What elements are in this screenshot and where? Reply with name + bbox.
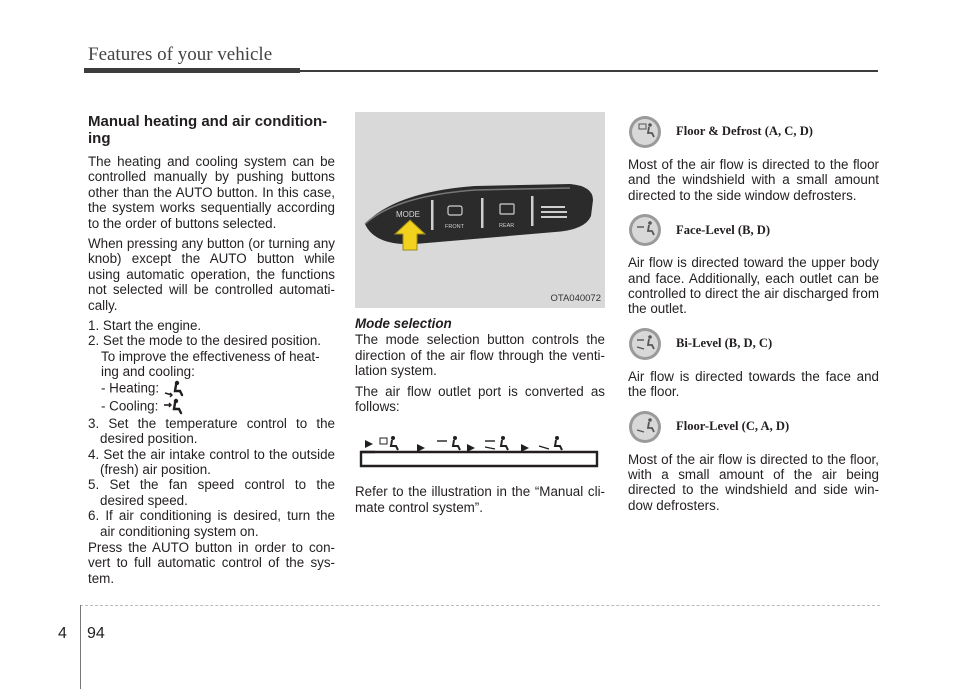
chapter-number: 4 — [58, 625, 67, 642]
column-mode-list — [628, 112, 879, 518]
cooling-label: - Cooling: — [101, 398, 159, 414]
mode-button-label: MODE — [396, 210, 420, 219]
header-rule-thin — [300, 70, 878, 72]
mode-label: Face-Level (B, D) — [676, 222, 771, 237]
cooling-line — [88, 398, 335, 416]
step-2: 2. Set the mode to the desired position. — [88, 333, 321, 349]
step-1: 1. Start the engine. — [88, 318, 202, 334]
footer-rule — [80, 605, 880, 606]
footer-divider — [80, 605, 81, 689]
arrow-right-icon — [467, 444, 475, 452]
arrow-right-icon — [521, 444, 529, 452]
paragraph: The heating and cooling system can be controlled manually by pushing buttons other than the AUTO button. In this case, the system works sequentially according to the order of buttons selected. — [88, 154, 335, 231]
control-panel-illustration — [355, 112, 605, 308]
mode-description: Most of the air flow is directed to the floor and the windshield with a small amount directed to the side window defrosters. — [628, 157, 879, 203]
page-number: 94 — [87, 625, 105, 642]
arrow-right-icon — [417, 444, 425, 452]
subsection-title: Mode selection — [355, 316, 452, 331]
mode-label: Bi-Level (B, D, C) — [676, 336, 773, 351]
paragraph: Press the AUTO button in order to con-vert to full automatic control of the sys-tem. — [88, 539, 335, 586]
bi-level-button-icon — [628, 327, 662, 361]
step-4: 4. Set the air intake control to the outside (fresh) air position. — [88, 446, 335, 477]
column-mode-selection — [355, 112, 605, 520]
rear-button-label: REAR — [499, 223, 515, 229]
step-5: 5. Set the fan speed control to the desired speed. — [88, 477, 335, 508]
mode-label: Floor-Level (C, A, D) — [676, 418, 790, 433]
front-button-label: FRONT — [445, 224, 464, 230]
control-panel-figure — [355, 112, 605, 308]
mode-description: Most of the air flow is directed to the floor, with a small amount of the air being directed to the windshield and side win-dow defrosters. — [628, 451, 879, 513]
floor-defrost-icon — [365, 436, 398, 452]
floor-level-button-icon — [628, 410, 662, 444]
face-vent-icon — [162, 398, 184, 416]
column-manual-heating — [88, 113, 335, 591]
heating-label: - Heating: — [101, 380, 160, 396]
mode-description: Air flow is directed toward the upper body and face. Additionally, each outlet can be controlled to direct the air discharged from the outlet. — [628, 255, 879, 317]
mode-description: Air flow is directed towards the face and the floor. — [628, 368, 879, 400]
heating-line — [88, 380, 335, 398]
step-3: 3. Set the temperature control to the desired position. — [88, 415, 335, 447]
paragraph: Refer to the illustration in the “Manual cli-mate control system”. — [355, 484, 605, 515]
floor-level-icon — [539, 436, 562, 450]
face-level-button-icon — [628, 213, 662, 247]
floor-defrost-button-icon — [628, 115, 662, 149]
mode-floor-level — [628, 410, 879, 444]
step-2-sub: To improve the effectiveness of heat-ing and cooling: — [101, 348, 320, 380]
section-title: Manual heating and air condition-ing — [88, 113, 328, 147]
page-header-title: Features of your vehicle — [88, 44, 273, 65]
mode-face-level — [628, 213, 879, 247]
mode-label: Floor & Defrost (A, C, D) — [676, 124, 813, 139]
paragraph: The mode selection button controls the direction of the air flow through the venti-lation system. — [355, 332, 605, 379]
paragraph: The air flow outlet port is converted as follows: — [355, 383, 605, 415]
figure-code: OTA040072 — [550, 292, 601, 304]
bi-level-icon — [485, 436, 508, 450]
paragraph: When pressing any button (or turning any knob) except the AUTO button while using automatic operation, the functions not selected will be controlled automati-cally. — [88, 236, 335, 313]
floor-vent-icon — [163, 380, 185, 398]
step-6: 6. If air conditioning is desired, turn the air conditioning system on. — [88, 508, 335, 539]
mode-floor-defrost — [628, 115, 879, 149]
mode-bi-level — [628, 327, 879, 361]
mode-sequence-diagram — [355, 432, 605, 472]
face-level-icon — [437, 436, 460, 450]
header-rule-thick — [84, 68, 300, 73]
